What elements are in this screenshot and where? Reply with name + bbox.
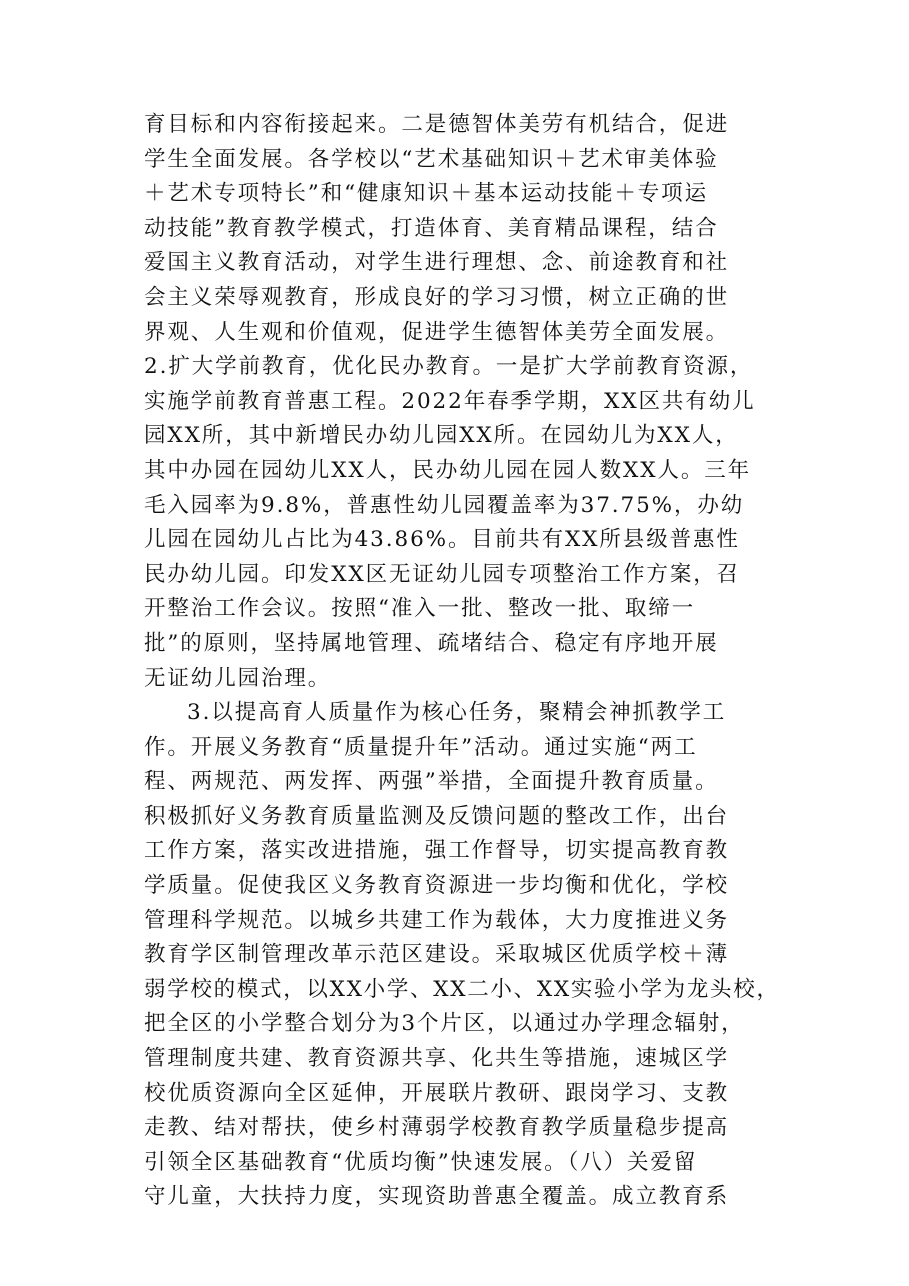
text-line: 动技能”教育教学模式，打造体育、美育精品课程，结合 [144,215,719,241]
paragraph-start-line: 3.以提高育人质量作为核心任务，聚精会神抓教学工 [187,700,727,726]
text-line: 程、两规范、两发挥、两强”举措，全面提升教育质量。 [144,769,719,795]
text-line: 会主义荣辱观教育，形成良好的学习习惯，树立正确的世 [144,284,730,310]
text-line: 管理科学规范。以城乡共建工作为载体，大力度推进义务 [144,907,730,933]
text-line: 民办幼儿园。印发XX区无证幼儿园专项整治工作方案，召 [144,561,741,587]
text-line: 界观、人生观和价值观，促进学生德智体美劳全面发展。 [144,319,730,345]
text-line: 走教、结对帮扶，使乡村薄弱学校教育教学质量稳步提高 [144,1115,730,1141]
text-line: 弱学校的模式，以XX小学、XX二小、XX实验小学为龙头校， [144,976,780,1002]
text-line: 教育学区制管理改革示范区建设。采取城区优质学校＋薄 [144,942,730,968]
text-line: 工作方案，落实改进措施，强工作督导，切实提高教育教 [144,838,730,864]
text-line: 2.扩大学前教育，优化民办教育。一是扩大学前教育资源， [144,354,754,380]
text-line: 学质量。促使我区义务教育资源进一步均衡和优化，学校 [144,873,730,899]
text-line: 作。开展义务教育“质量提升年”活动。通过实施“两工 [144,734,698,760]
text-line: ＋艺术专项特长”和“健康知识＋基本运动技能＋专项运 [144,181,708,207]
text-line: 无证幼儿园治理。 [144,665,332,691]
text-line: 守儿童，大扶持力度，实现资助普惠全覆盖。成立教育系 [144,1184,730,1210]
text-line: 校优质资源向全区延伸，开展联片教研、跟岗学习、支教 [144,1080,730,1106]
text-line: 其中办园在园幼儿XX人，民办幼儿园在园人数XX人。三年 [144,457,752,483]
text-line: 把全区的小学整合划分为3个片区，以通过办学理念辐射， [144,1011,745,1037]
text-line: 学生全面发展。各学校以“艺术基础知识＋艺术审美体验 [144,146,719,172]
text-line: 爱国主义教育活动，对学生进行理想、念、前途教育和社 [144,250,730,276]
text-line: 引领全区基础教育“优质均衡”快速发展。（八）关爱留 [144,1149,698,1175]
text-line: 开整治工作会议。按照“准入一批、整改一批、取缔一 [144,596,696,622]
text-line: 园XX所，其中新增民办幼儿园XX所。在园幼儿为XX人， [144,423,739,449]
text-line: 积极抓好义务教育质量监测及反馈问题的整改工作，出台 [144,803,730,829]
body-text [144,108,784,1215]
text-line: 批”的原则，坚持属地管理、疏堵结合、稳定有序地开展 [144,630,719,656]
text-line: 毛入园率为9.8%，普惠性幼儿园覆盖率为37.75%，办幼 [144,492,745,518]
text-line: 儿园在园幼儿占比为43.86%。目前共有XX所县级普惠性 [144,527,740,553]
text-line: 育目标和内容衔接起来。二是德智体美劳有机结合，促进 [144,112,730,137]
text-line: 管理制度共建、教育资源共享、化共生等措施，速城区学 [144,1046,730,1072]
text-line: 实施学前教育普惠工程。2022年春季学期，XX区共有幼儿 [144,388,756,414]
